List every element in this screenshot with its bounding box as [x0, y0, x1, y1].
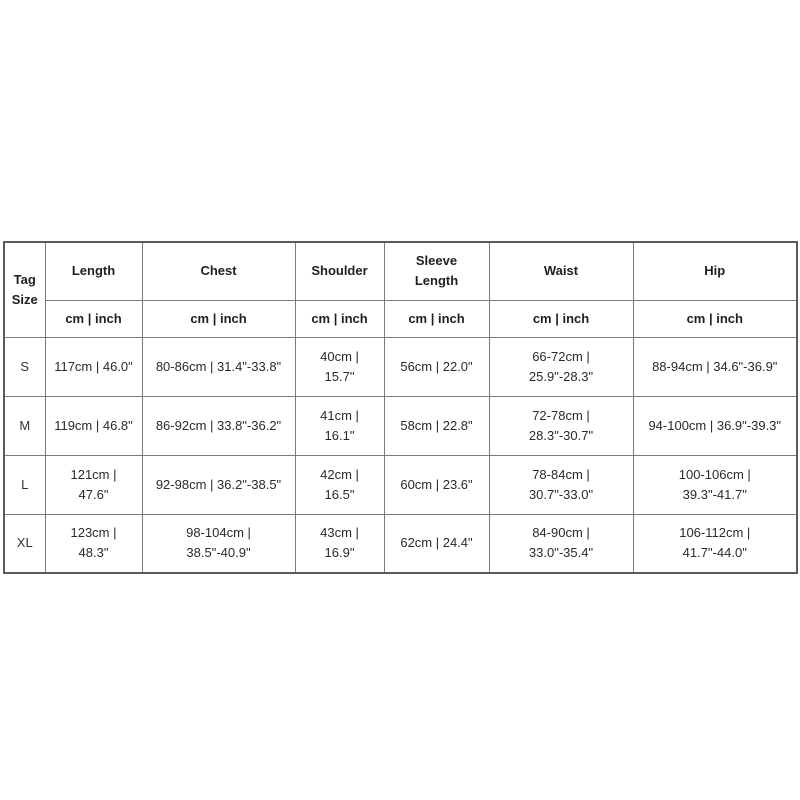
hip-value: 100-106cm | 39.3"-41.7"	[633, 455, 797, 514]
size-label: S	[4, 337, 45, 396]
sleeve-length-value: 56cm | 22.0"	[384, 337, 489, 396]
chest-value: 92-98cm | 36.2"-38.5"	[142, 455, 295, 514]
shoulder-value: 41cm | 16.1"	[295, 396, 384, 455]
length-header: Length	[45, 242, 142, 300]
waist-unit: cm | inch	[489, 300, 633, 337]
unit-row	[4, 300, 797, 337]
shoulder-header: Shoulder	[295, 242, 384, 300]
size-label: L	[4, 455, 45, 514]
length-value: 117cm | 46.0"	[45, 337, 142, 396]
length-unit: cm | inch	[45, 300, 142, 337]
hip-value: 106-112cm | 41.7"-44.0"	[633, 514, 797, 573]
header-row	[4, 242, 797, 300]
length-value: 119cm | 46.8"	[45, 396, 142, 455]
sleeve-length-value: 62cm | 24.4"	[384, 514, 489, 573]
size-row-l	[4, 455, 797, 514]
shoulder-value: 40cm | 15.7"	[295, 337, 384, 396]
sleeve-length-unit: cm | inch	[384, 300, 489, 337]
shoulder-unit: cm | inch	[295, 300, 384, 337]
chest-unit: cm | inch	[142, 300, 295, 337]
waist-value: 78-84cm | 30.7"-33.0"	[489, 455, 633, 514]
size-row-s	[4, 337, 797, 396]
tag-size-header: Tag Size	[4, 242, 45, 337]
size-label: XL	[4, 514, 45, 573]
hip-value: 88-94cm | 34.6"-36.9"	[633, 337, 797, 396]
sleeve-length-value: 60cm | 23.6"	[384, 455, 489, 514]
size-chart-table	[3, 241, 798, 574]
size-label: M	[4, 396, 45, 455]
waist-value: 72-78cm | 28.3"-30.7"	[489, 396, 633, 455]
sleeve-length-header: Sleeve Length	[384, 242, 489, 300]
length-value: 123cm | 48.3"	[45, 514, 142, 573]
waist-value: 66-72cm | 25.9"-28.3"	[489, 337, 633, 396]
length-value: 121cm | 47.6"	[45, 455, 142, 514]
chest-value: 98-104cm | 38.5"-40.9"	[142, 514, 295, 573]
waist-header: Waist	[489, 242, 633, 300]
shoulder-value: 42cm | 16.5"	[295, 455, 384, 514]
chest-value: 86-92cm | 33.8"-36.2"	[142, 396, 295, 455]
size-row-xl	[4, 514, 797, 573]
hip-value: 94-100cm | 36.9"-39.3"	[633, 396, 797, 455]
waist-value: 84-90cm | 33.0"-35.4"	[489, 514, 633, 573]
hip-unit: cm | inch	[633, 300, 797, 337]
size-row-m	[4, 396, 797, 455]
shoulder-value: 43cm | 16.9"	[295, 514, 384, 573]
hip-header: Hip	[633, 242, 797, 300]
sleeve-length-value: 58cm | 22.8"	[384, 396, 489, 455]
chest-header: Chest	[142, 242, 295, 300]
chest-value: 80-86cm | 31.4"-33.8"	[142, 337, 295, 396]
